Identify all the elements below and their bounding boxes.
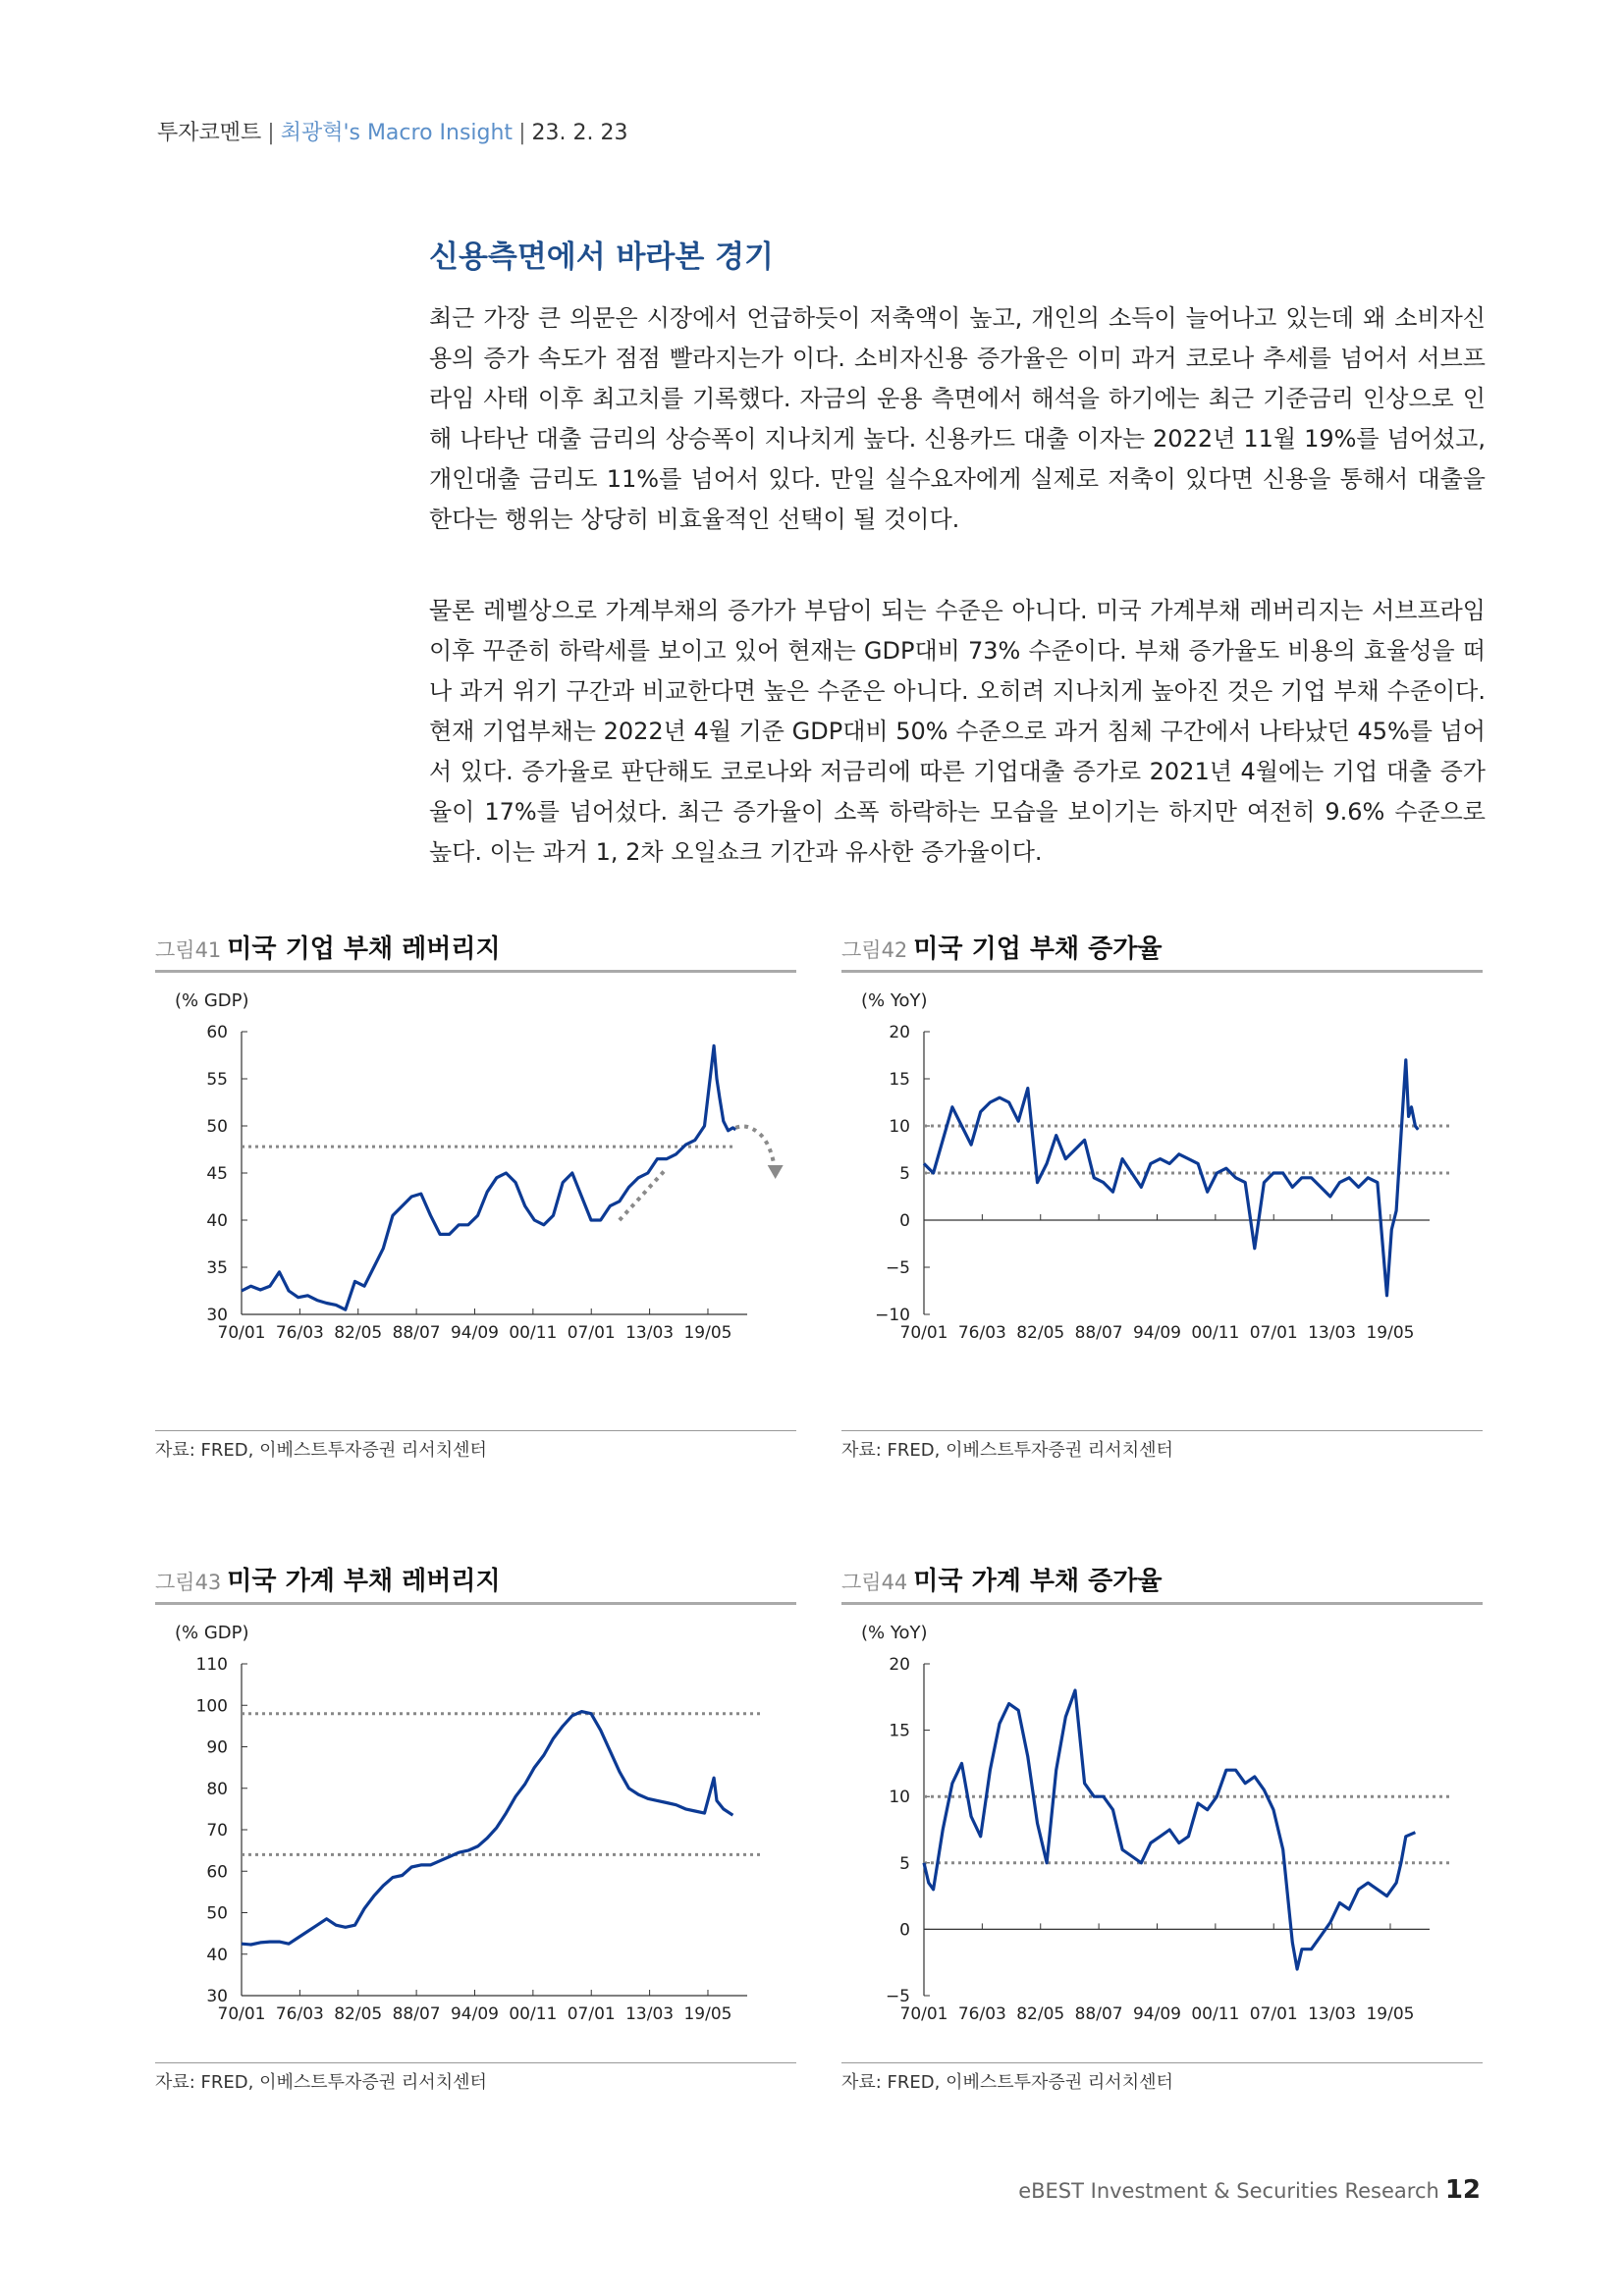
y-tick-label: 10 [889, 1788, 910, 1808]
y-tick-label: 70 [206, 1821, 228, 1841]
y-tick-label: −10 [875, 1306, 910, 1325]
x-tick-label: 07/01 [567, 2004, 616, 2024]
y-tick-label: 110 [195, 1655, 228, 1675]
figure-title [155, 1561, 796, 1605]
y-tick-label: 50 [206, 1903, 228, 1924]
footer-text: eBEST Investment & Securities Research [1018, 2179, 1439, 2203]
figure-title [841, 1561, 1483, 1605]
page-footer [1018, 2175, 1481, 2205]
y-tick-label: 55 [206, 1070, 228, 1090]
x-tick-label: 94/09 [1132, 1323, 1181, 1343]
y-tick-label: 60 [206, 1023, 228, 1042]
figure-number: 그림44 [841, 1571, 908, 1594]
page-number: 12 [1444, 2175, 1481, 2205]
projection-arrow-icon [768, 1165, 784, 1179]
x-tick-label: 70/01 [217, 1323, 266, 1343]
header-section: 투자코멘트 [157, 121, 262, 145]
x-tick-label: 76/03 [275, 2004, 324, 2024]
y-tick-label: 80 [206, 1779, 228, 1799]
x-tick-label: 76/03 [275, 1323, 324, 1343]
series-line [242, 1712, 732, 1945]
y-tick-label: 15 [889, 1721, 910, 1741]
y-tick-label: 90 [206, 1737, 228, 1758]
x-tick-label: 13/03 [625, 2004, 675, 2024]
x-tick-label: 94/09 [1132, 2004, 1181, 2024]
figure-source: 자료: FRED, 이베스트투자증권 리서치센터 [155, 1430, 796, 1462]
figure-44 [841, 1561, 1483, 2094]
y-tick-label: −5 [885, 1258, 910, 1278]
series-line [924, 1060, 1418, 1296]
y-tick-label: 30 [206, 1987, 228, 2006]
figure-43 [155, 1561, 796, 2094]
y-tick-label: 0 [899, 1920, 910, 1941]
x-tick-label: 13/03 [1308, 1323, 1357, 1343]
x-tick-label: 00/11 [509, 1323, 558, 1343]
x-tick-label: 70/01 [899, 2004, 948, 2024]
y-tick-label: 15 [889, 1070, 910, 1090]
figure-title [841, 929, 1483, 973]
x-tick-label: 00/11 [509, 2004, 558, 2024]
figure-41 [155, 929, 796, 1462]
x-tick-label: 00/11 [1191, 1323, 1240, 1343]
y-tick-label: 30 [206, 1306, 228, 1325]
y-tick-label: 50 [206, 1117, 228, 1137]
x-tick-label: 19/05 [683, 1323, 732, 1343]
y-tick-label: 40 [206, 1945, 228, 1965]
x-tick-label: 82/05 [1016, 2004, 1065, 2024]
y-tick-label: 0 [899, 1211, 910, 1231]
report-header: 투자코멘트 | 최광혁's Macro Insight | 23. 2. 23 [157, 121, 628, 145]
paragraph-2: 물론 레벨상으로 가계부채의 증가가 부담이 되는 수준은 아니다. 미국 가계부채 레버리지는 서브프라임 이후 꾸준히 하락세를 보이고 있어 현재는 GDP대비 73% 수준이다. 부채 증가율도 비용의 효율성을 떠나 과거 위기 구간과 비교한다면 높은 수준은 아니다. 오히려 지나치게 높아진 것은 기업 부채 수준이다. 현재 기업부채는 2022년 4월 기준 GDP대비 50% 수준으로 과거 침체 구간에서 나타났던 45%를 넘어서 있다. 증가율로 판단해도 코로나와 저금리에 따른 기업대출 증가로 2021년 4월에는 기업 대출 증가율이 17%를 넘어섰다. 최근 증가율이 소폭 하락하는 모습을 보이기는 하지만 여전히 9.6% 수준으로 높다. 이는 과거 1, 2차 오일쇼크 기간과 유사한 증가율이다. [429, 597, 1486, 866]
x-tick-label: 82/05 [334, 1323, 383, 1343]
paragraph-1: 최근 가장 큰 의문은 시장에서 언급하듯이 저축액이 높고, 개인의 소득이 늘어나고 있는데 왜 소비자신용의 증가 속도가 점점 빨라지는가 이다. 소비자신용 증가율은 이미 과거 코로나 추세를 넘어서 서브프라임 사태 이후 최고치를 기록했다. 자금의 운용 측면에서 해석을 하기에는 최근 기준금리 인상으로 인해 나타난 대출 금리의 상승폭이 지나치게 높다. 신용카드 대출 이자는 2022년 11월 19%를 넘어섰고, 개인대출 금리도 11%를 넘어서 있다. 만일 실수요자에게 실제로 저축이 있다면 신용을 통해서 대출을 한다는 행위는 상당히 비효율적인 선택이 될 것이다. [429, 304, 1486, 533]
unit-label: (% YoY) [861, 990, 928, 1011]
header-author: 최광혁's Macro Insight [280, 121, 514, 145]
y-tick-label: 10 [889, 1117, 910, 1137]
figure-source: 자료: FRED, 이베스트투자증권 리서치센터 [841, 1430, 1483, 1462]
series-line [924, 1690, 1415, 1969]
y-tick-label: 5 [899, 1164, 910, 1184]
figure-title [155, 929, 796, 973]
figure-title-text: 미국 가계 부채 레버리지 [227, 1567, 501, 1596]
x-tick-label: 76/03 [957, 2004, 1006, 2024]
x-tick-label: 19/05 [683, 2004, 732, 2024]
x-tick-label: 88/07 [1074, 1323, 1123, 1343]
x-tick-label: 00/11 [1191, 2004, 1240, 2024]
figure-source: 자료: FRED, 이베스트투자증권 리서치센터 [841, 2062, 1483, 2094]
y-tick-label: 20 [889, 1655, 910, 1675]
x-tick-label: 13/03 [625, 1323, 675, 1343]
x-tick-label: 07/01 [1249, 2004, 1298, 2024]
figure-title-text: 미국 기업 부채 증가율 [913, 934, 1163, 964]
header-date: 23. 2. 23 [531, 121, 628, 145]
figure-title-text: 미국 기업 부채 레버리지 [227, 934, 501, 964]
x-tick-label: 13/03 [1308, 2004, 1357, 2024]
figure-number: 그림41 [155, 938, 222, 962]
x-tick-label: 82/05 [334, 2004, 383, 2024]
y-tick-label: 60 [206, 1862, 228, 1883]
x-tick-label: 19/05 [1366, 2004, 1415, 2024]
x-tick-label: 88/07 [392, 2004, 441, 2024]
figure-source: 자료: FRED, 이베스트투자증권 리서치센터 [155, 2062, 796, 2094]
x-tick-label: 94/09 [450, 2004, 499, 2024]
unit-label: (% YoY) [861, 1623, 928, 1643]
y-tick-label: 100 [195, 1696, 228, 1717]
figure-number: 그림42 [841, 938, 908, 962]
y-tick-label: 40 [206, 1211, 228, 1231]
figure-title-text: 미국 가계 부채 증가율 [913, 1567, 1163, 1596]
x-tick-label: 07/01 [567, 1323, 616, 1343]
y-tick-label: 45 [206, 1164, 228, 1184]
chart-household-debt-growth [841, 1605, 1483, 2062]
x-tick-label: 82/05 [1016, 1323, 1065, 1343]
x-tick-label: 88/07 [1074, 2004, 1123, 2024]
unit-label: (% GDP) [175, 990, 249, 1011]
x-tick-label: 07/01 [1249, 1323, 1298, 1343]
unit-label: (% GDP) [175, 1623, 249, 1643]
y-tick-label: 5 [899, 1853, 910, 1874]
series-line [242, 1045, 735, 1309]
x-tick-label: 94/09 [450, 1323, 499, 1343]
x-tick-label: 19/05 [1366, 1323, 1415, 1343]
figure-number: 그림43 [155, 1571, 222, 1594]
x-tick-label: 70/01 [217, 2004, 266, 2024]
x-tick-label: 76/03 [957, 1323, 1006, 1343]
chart-corporate-debt-leverage [155, 973, 796, 1430]
y-tick-label: −5 [885, 1987, 910, 2006]
y-tick-label: 35 [206, 1258, 228, 1278]
chart-corporate-debt-growth [841, 973, 1483, 1430]
x-tick-label: 88/07 [392, 1323, 441, 1343]
chart-household-debt-leverage [155, 1605, 796, 2062]
y-tick-label: 20 [889, 1023, 910, 1042]
figure-42 [841, 929, 1483, 1462]
x-tick-label: 70/01 [899, 1323, 948, 1343]
section-title: 신용측면에서 바라본 경기 [429, 240, 774, 275]
